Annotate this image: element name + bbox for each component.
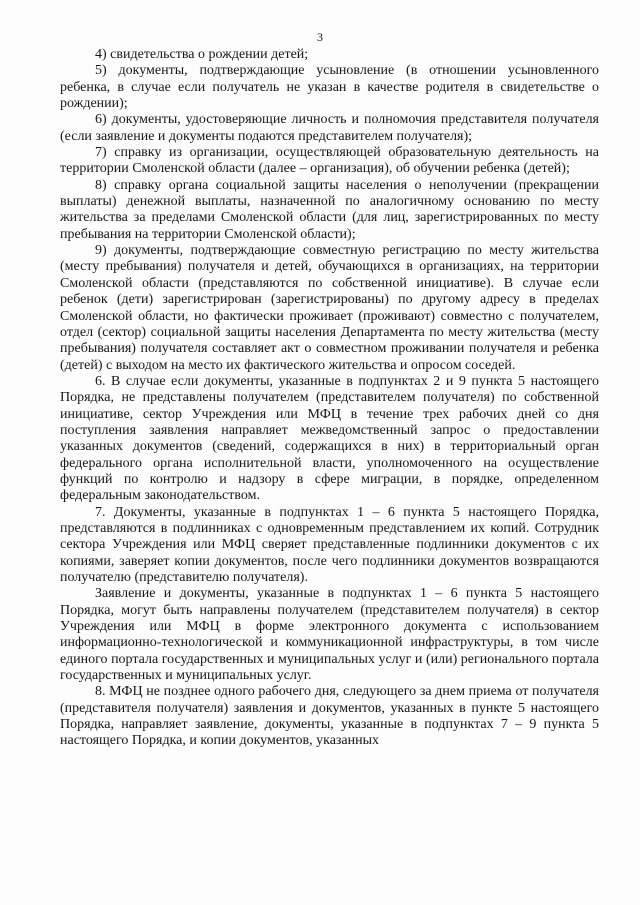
paragraph-item-8: 8) справку органа социальной защиты населения о неполучении (прекращении выплаты) денежной выплаты, назначенной по аналогичному основанию по месту жительства за пределами Смоленской области (для лиц, зарегистрированных по месту пребывания на территории Смоленской области);: [60, 177, 599, 242]
paragraph-electronic-submission: Заявление и документы, указанные в подпунктах 1 – 6 пункта 5 настоящего Порядка, могут быть направлены получателем (представителем получателя) в сектор Учреждения или МФЦ в форме электронного документа с использованием информационно-технологической и коммуникационной инфраструктуры, в том числе единого портала государственных и муниципальных услуг и (или) регионального портала государственных и муниципальных услуг.: [60, 586, 599, 684]
paragraph-item-5: 5) документы, подтверждающие усыновление (в отношении усыновленного ребенка, в случае если получатель не указан в качестве родителя в свидетельстве о рождении);: [60, 63, 599, 112]
page-number: 3: [317, 30, 323, 44]
paragraph-item-9: 9) документы, подтверждающие совместную регистрацию по месту жительства (месту пребывания) получателя и детей, обучающихся в организациях, на территории Смоленской области (представляются по собственной инициативе). В случае если ребенок (дети) зарегистрирован (зарегистрированы) по другому адресу в пределах Смоленской области, но фактически проживает (проживают) совместно с получателем, отдел (сектор) социальной защиты населения Департамента по месту жительства (месту пребывания) получателя составляет акт о совместном проживании получателя и ребенка (детей) с выходом на место их фактического жительства и опросом соседей.: [60, 243, 599, 373]
paragraph-item-7: 7) справку из организации, осуществляющей образовательную деятельность на территории Смоленской области (далее – организация), об обучении ребенка (детей);: [60, 145, 599, 177]
paragraph-item-6: 6) документы, удостоверяющие личность и полномочия представителя получателя (если заявление и документы подаются представителем получателя);: [60, 112, 599, 144]
paragraph-point-7: 7. Документы, указанные в подпунктах 1 – 6 пункта 5 настоящего Порядка, представляются в подлинниках с одновременным представлением их копий. Сотрудник сектора Учреждения или МФЦ сверяет представленные подлинники документов с их копиями, заверяет копии документов, после чего подлинники документов возвращаются получателю (представителю получателя).: [60, 504, 599, 585]
paragraph-item-4: 4) свидетельства о рождении детей;: [95, 47, 309, 62]
paragraph-point-8: 8. МФЦ не позднее одного рабочего дня, следующего за днем приема от получателя (представителя получателя) заявления и документов, указанных в пункте 5 настоящего Порядка, направляет заявление, документы, указанные в подпунктах 7 – 9 пункта 5 настоящего Порядка, и копии документов, указанных: [60, 684, 599, 749]
paragraph-point-6: 6. В случае если документы, указанные в подпунктах 2 и 9 пункта 5 настоящего Порядка, не представлены получателем (представителем получателя) по собственной инициативе, сектор Учреждения или МФЦ в течение трех рабочих дней со дня поступления заявления направляет межведомственный запрос о предоставлении указанных документов (сведений, содержащихся в них) в территориальный орган федерального органа исполнительной власти, уполномоченного на осуществление функций по контролю и надзору в сфере миграции, в порядке, определенном федеральным законодательством.: [60, 373, 599, 504]
document-body: [60, 47, 599, 750]
